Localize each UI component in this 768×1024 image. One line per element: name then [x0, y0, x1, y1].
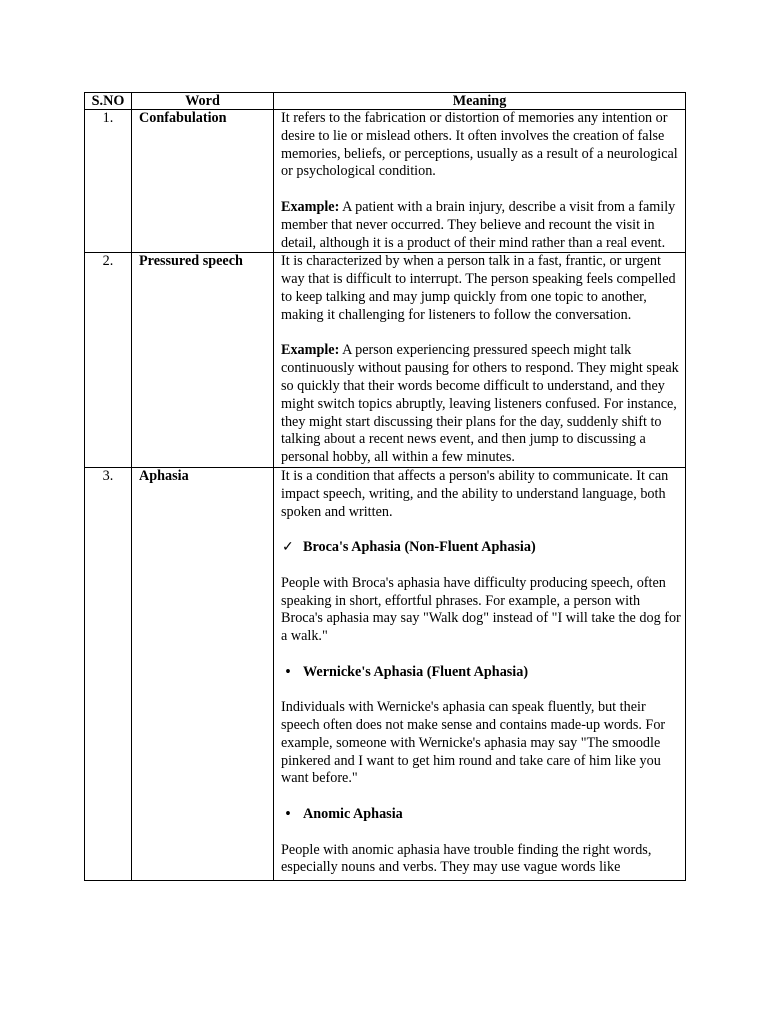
row-meaning — [274, 253, 686, 468]
row-sno: 2. — [85, 253, 132, 468]
example-label: Example: — [281, 198, 340, 215]
aphasia-type-text: People with Broca's aphasia have difficulty producing speech, often speaking in short, effortful phrases. For example, a person with Broca's aphasia may say "Walk dog" instead of "I will take the dog for a walk." — [281, 574, 681, 645]
aphasia-type-title: Broca's Aphasia (Non-Fluent Aphasia) — [303, 539, 536, 556]
vocabulary-table — [84, 92, 686, 881]
definition-text: It is a condition that affects a person's ability to communicate. It can impact speech, writing, and the ability to understand language, both spoken and written. — [281, 467, 669, 520]
aphasia-type-text: People with anomic aphasia have trouble finding the right words, especially nouns and verbs. They may use vague words like — [281, 841, 652, 876]
definition-text: It is characterized by when a person talk in a fast, frantic, or urgent way that is difficult to interrupt. The person speaking feels compelled to keep talking and may jump quickly from one topic to another, making it challenging for listeners to follow the conversation. — [281, 253, 676, 323]
row-meaning — [274, 110, 686, 253]
example-text: A patient with a brain injury, describe a visit from a family member that never occurred. They believe and recount the visit in detail, although it is a product of their mind rather than a real event. — [281, 198, 676, 251]
header-word: Word — [132, 93, 274, 110]
example-text: A person experiencing pressured speech might talk continuously without pausing for others to respond. They might speak so quickly that their words become difficult to understand, and they might switch topics abruptly, leaving listeners confused. For instance, they might start discussing their plans for the day, suddenly shift to talking about a recent news event, and then jump to discussing a personal hobby, all within a few minutes. — [281, 342, 679, 466]
row-word: Pressured speech — [132, 253, 274, 468]
row-sno: 3. — [85, 467, 132, 880]
aphasia-type-text: Individuals with Wernicke's aphasia can speak fluently, but their speech often does not make sense and contains made-up words. For example, someone with Wernicke's aphasia may say "The smoodle pinkered and I want to get him round and take care of him like you want before." — [281, 699, 666, 787]
row-sno: 1. — [85, 110, 132, 253]
example-paragraph — [281, 342, 681, 467]
table-row — [85, 110, 686, 253]
aphasia-type-title: Anomic Aphasia — [303, 806, 403, 823]
row-word: Confabulation — [132, 110, 274, 253]
example-label: Example: — [281, 342, 340, 359]
table-header-row — [85, 93, 686, 110]
table-row — [85, 467, 686, 880]
bullet-icon: • — [285, 663, 291, 680]
header-sno: S.NO — [85, 93, 132, 110]
aphasia-type-heading — [281, 806, 681, 824]
row-meaning — [274, 467, 686, 880]
example-paragraph — [281, 199, 681, 252]
aphasia-type-heading — [281, 539, 681, 557]
aphasia-type-heading — [281, 664, 681, 682]
definition-text: It refers to the fabrication or distortion of memories any intention or desire to lie or mislead others. It often involves the creation of false memories, beliefs, or perceptions, usually as a result of a neurological or psychological condition. — [281, 110, 678, 180]
table-row — [85, 253, 686, 468]
aphasia-type-title: Wernicke's Aphasia (Fluent Aphasia) — [303, 663, 529, 680]
row-word: Aphasia — [132, 467, 274, 880]
header-meaning: Meaning — [274, 93, 686, 110]
checkmark-icon: ✓ — [282, 539, 294, 556]
bullet-icon: • — [285, 806, 291, 823]
